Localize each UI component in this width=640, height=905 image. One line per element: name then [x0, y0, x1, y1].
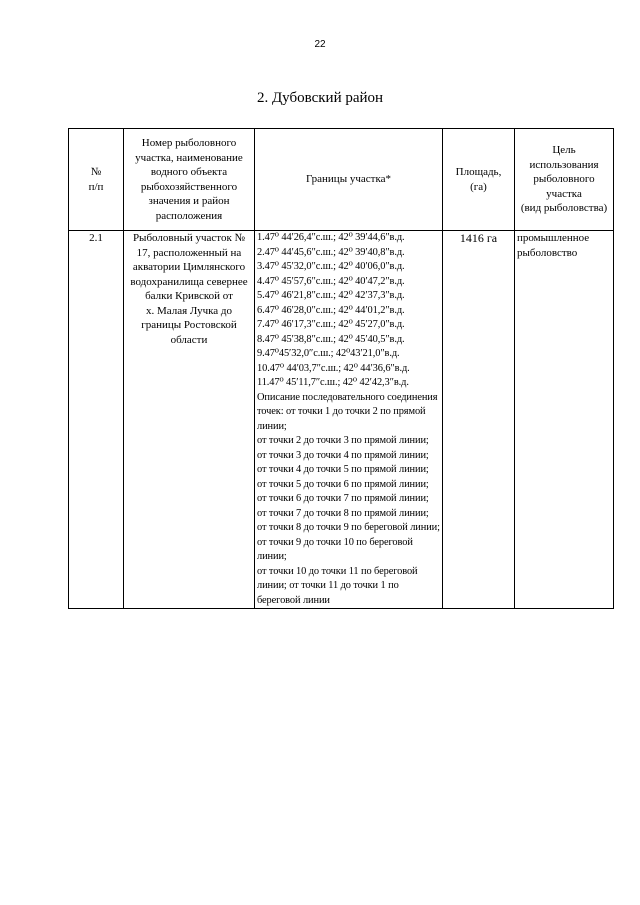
coordinate-point: 6.47⁰ 46′28,0″с.ш.; 42⁰ 44′01,2″в.д.: [257, 304, 405, 316]
table-row: [69, 231, 614, 609]
boundary-description: Описание последовательного соединения точек: от точки 1 до точки 2 по прямой линии; от точки 2 до точки 3 по прямой линии; от точки 3 до точки 4 по прямой линии; от точки 4 до точки 5 по прямой линии; от точки 5 до точки 6 по прямой линии; от точки 6 до точки 7 по прямой линии; от точки 7 до точки 8 по прямой линии; от точки 8 до точки 9 по береговой линии; от точки 9 до точки 10 по береговой линии; от точки 10 до точки 11 по береговой линии; от точки 11 до точки 1 по береговой линии: [257, 391, 440, 606]
row-bounds: [255, 231, 443, 609]
row-area: 1416 га: [443, 231, 515, 609]
table-header-row: [69, 129, 614, 231]
header-area: Площадь, (га): [443, 129, 515, 231]
page-number: 22: [314, 39, 326, 50]
coordinate-point: 5.47⁰ 46′21,8″с.ш.; 42⁰ 42′37,3″в.д.: [257, 290, 405, 301]
section-title: 2. Дубовский район: [256, 90, 384, 106]
header-name: Номер рыболовного участка, наименование водного объекта рыбохозяйственного значения и район расположения: [124, 129, 255, 231]
row-name: Рыболовный участок № 17, расположенный на акватории Цимлянского водохранилища севернее балки Кривской от х. Малая Лучка до границы Ростовской области: [124, 231, 255, 609]
coordinate-point: 1.47⁰ 44′26,4″с.ш.; 42⁰ 39′44,6″в.д.: [257, 232, 405, 243]
row-num: 2.1: [69, 231, 124, 609]
header-bounds: Границы участка*: [255, 129, 443, 231]
fishing-areas-table: [68, 128, 614, 609]
row-purpose: промышленное рыболовство: [515, 231, 614, 609]
coordinate-point: 10.47⁰ 44′03,7″с.ш.; 42⁰ 44′36,6″в.д.: [257, 362, 410, 374]
coordinate-point: 7.47⁰ 46′17,3″с.ш.; 42⁰ 45′27,0″в.д.: [257, 319, 405, 330]
coordinate-point: 11.47⁰ 45′11,7″с.ш.; 42⁰ 42′42,3″в.д.: [257, 377, 409, 388]
coordinate-point: 9.47⁰45′32,0″с.ш.; 42⁰43′21,0″в.д.: [257, 348, 400, 359]
header-purpose: Цель использования рыболовного участка (вид рыболовства): [515, 129, 614, 231]
coordinate-point: 3.47⁰ 45′32,0″с.ш.; 42⁰ 40′06,0″в.д.: [257, 261, 405, 272]
coordinate-point: 2.47⁰ 44′45,6″с.ш.; 42⁰ 39′40,8″в.д.: [257, 246, 405, 258]
coordinate-point: 8.47⁰ 45′38,8″с.ш.; 42⁰ 45′40,5″в.д.: [257, 333, 405, 345]
coordinate-point: 4.47⁰ 45′57,6″с.ш.; 42⁰ 40′47,2″в.д.: [257, 275, 405, 287]
header-num: № п/п: [69, 129, 124, 231]
